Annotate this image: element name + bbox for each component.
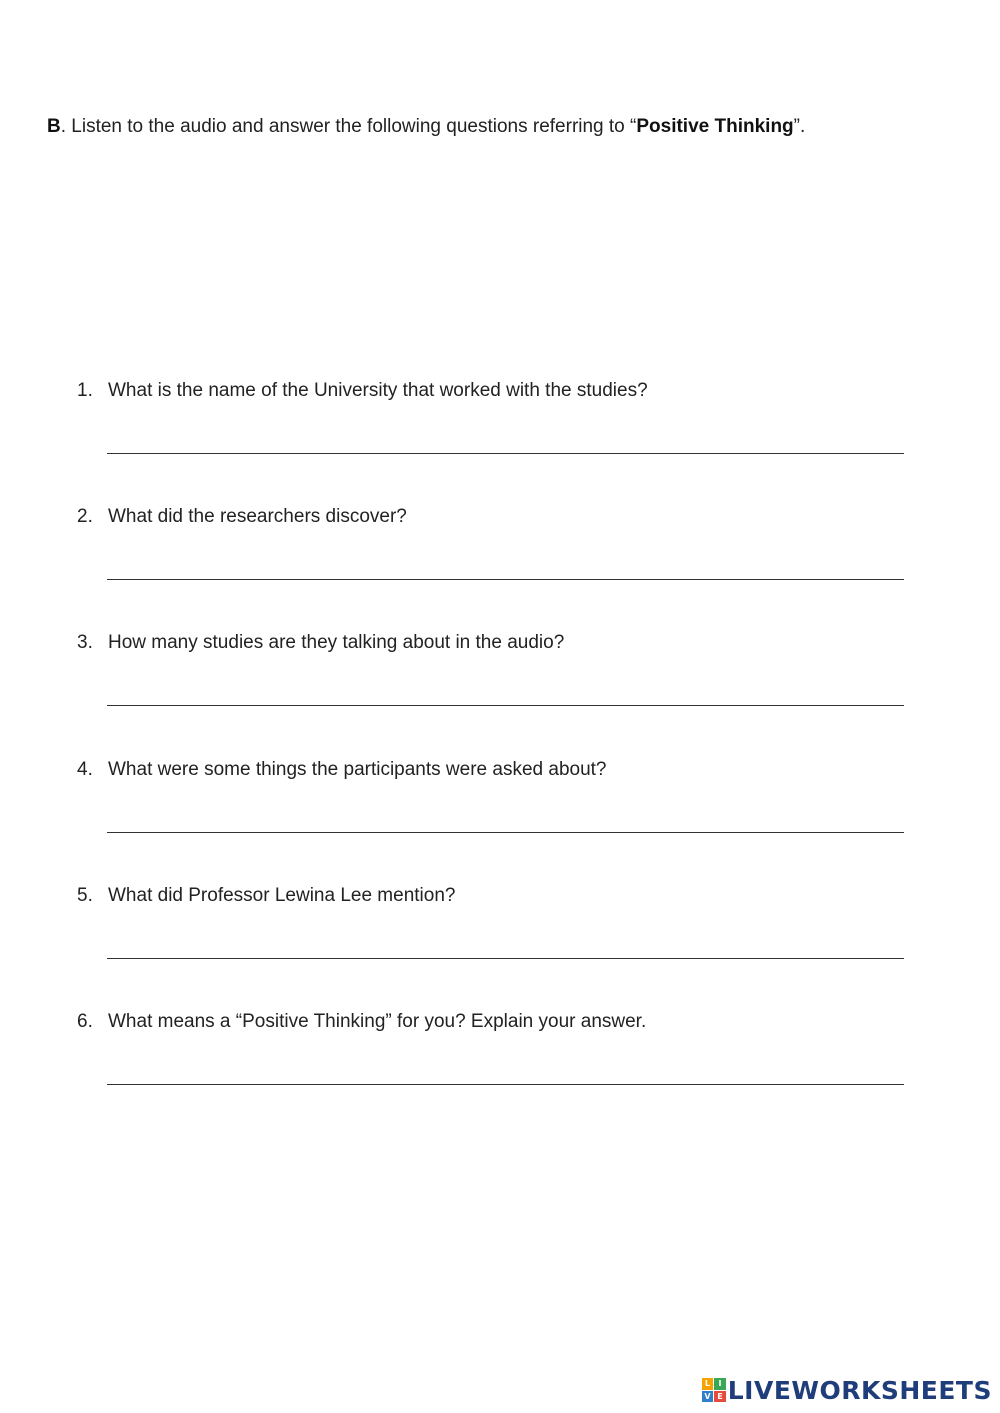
question-6 <box>77 1010 907 1120</box>
question-3 <box>77 631 907 741</box>
logo-text: LIVEWORKSHEETS <box>727 1375 992 1405</box>
question-text: What did the researchers discover? <box>108 506 407 527</box>
instruction-text-end: ”. <box>793 116 806 137</box>
question-1 <box>77 379 907 489</box>
answer-line-1[interactable] <box>107 453 904 454</box>
question-number: 5. <box>77 885 93 906</box>
question-text: How many studies are they talking about in the audio? <box>108 632 565 653</box>
question-number: 4. <box>77 759 93 780</box>
logo-mark-letter: V <box>702 1391 714 1403</box>
topic-title: Positive Thinking <box>636 116 794 137</box>
section-letter: B <box>47 116 61 137</box>
question-number: 1. <box>77 380 93 401</box>
question-number: 3. <box>77 632 93 653</box>
question-number: 2. <box>77 506 93 527</box>
question-number: 6. <box>77 1011 93 1032</box>
logo-mark-letter: L <box>702 1378 714 1390</box>
logo-mark-icon <box>702 1378 726 1402</box>
question-text: What did Professor Lewina Lee mention? <box>108 885 456 906</box>
question-2 <box>77 505 907 615</box>
logo-mark-letter: I <box>714 1378 726 1390</box>
question-text: What means a “Positive Thinking” for you? Explain your answer. <box>108 1011 647 1032</box>
instruction-text: . Listen to the audio and answer the following questions referring to “ <box>60 116 637 137</box>
question-text: What is the name of the University that worked with the studies? <box>108 380 648 401</box>
liveworksheets-logo <box>702 1375 992 1405</box>
answer-line-6[interactable] <box>107 1084 904 1085</box>
question-text: What were some things the participants were asked about? <box>108 759 607 780</box>
answer-line-5[interactable] <box>107 958 904 959</box>
answer-line-2[interactable] <box>107 579 904 580</box>
question-4 <box>77 758 907 868</box>
logo-mark-letter: E <box>714 1391 726 1403</box>
answer-line-4[interactable] <box>107 832 904 833</box>
question-5 <box>77 884 907 994</box>
instruction <box>47 115 805 139</box>
answer-line-3[interactable] <box>107 705 904 706</box>
